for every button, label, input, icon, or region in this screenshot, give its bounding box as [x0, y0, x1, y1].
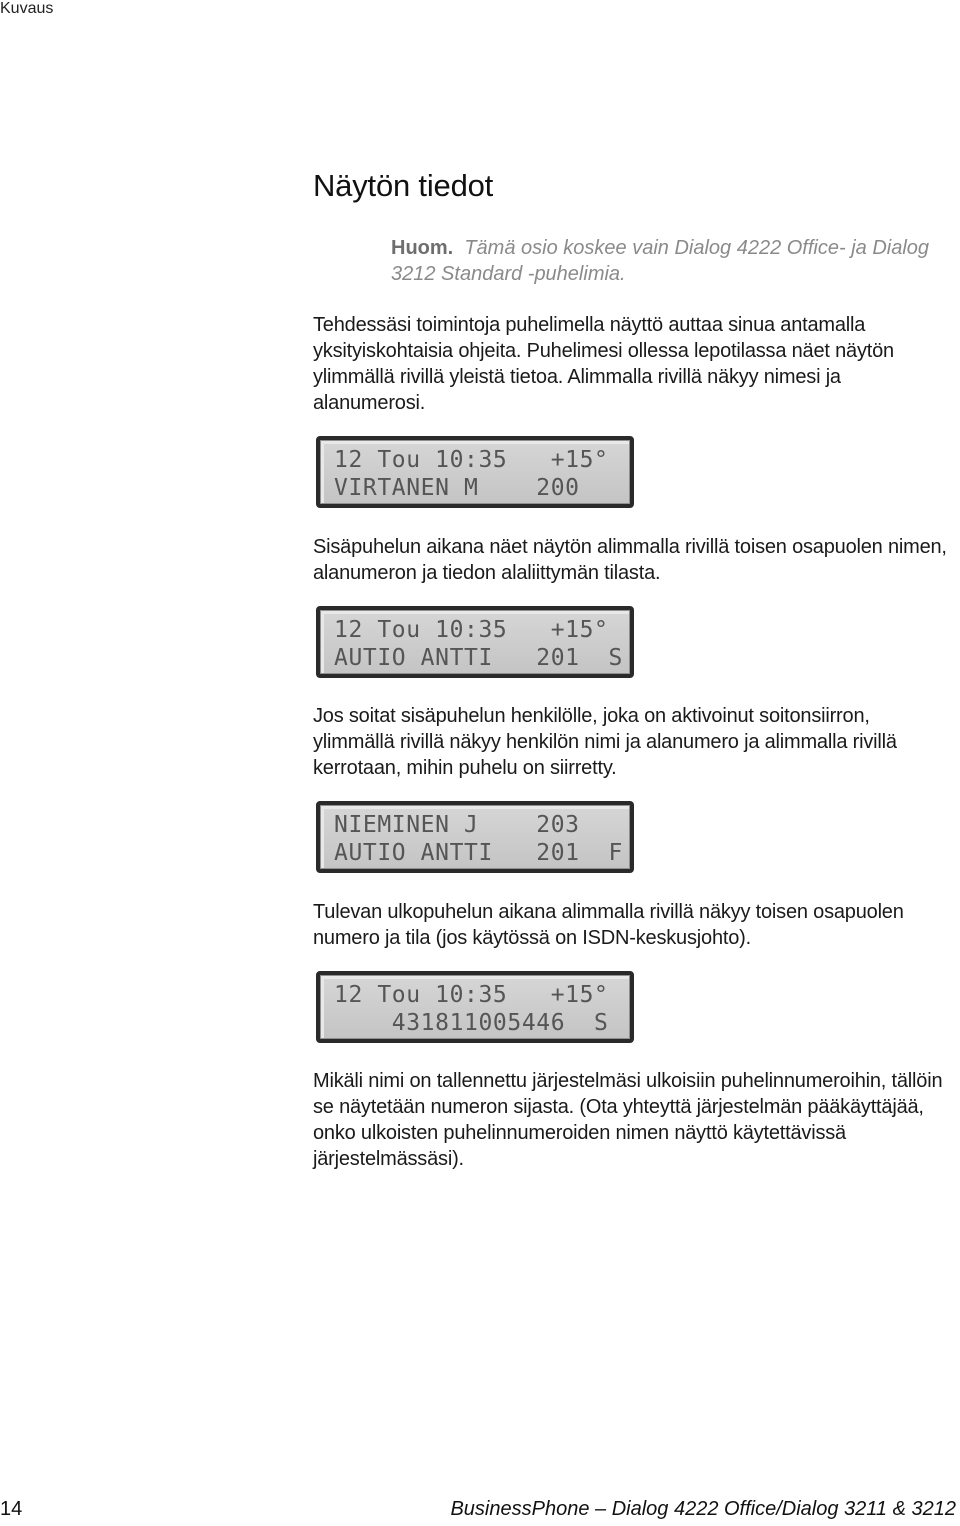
- lcd-line-top: 12 Tou 10:35 +15°: [334, 982, 609, 1008]
- note-label: Huom.: [391, 237, 454, 259]
- lcd-line-bottom: VIRTANEN M 200: [334, 475, 580, 501]
- note: [391, 235, 951, 287]
- lcd-line-top: 12 Tou 10:35 +15°: [334, 447, 609, 473]
- lcd-line-bottom: AUTIO ANTTI 201 S: [334, 645, 623, 671]
- lcd-line-top: NIEMINEN J 203: [334, 812, 580, 838]
- lcd-display-diversion: [316, 801, 634, 873]
- lcd-line-bottom: 431811005446 S: [334, 1010, 609, 1036]
- paragraph-internal-call: Sisäpuhelun aikana näet näytön alimmalla rivillä toisen osapuolen nimen, alanumeron ja tiedon alaliittymän tilasta.: [313, 536, 947, 584]
- page-number: 14: [0, 1498, 23, 1520]
- lcd-display-internal-call: [316, 606, 634, 678]
- paragraph-idle-display: Tehdessäsi toimintoja puhelimella näyttö auttaa sinua antamalla yksityiskohtaisia ohjeita. Puhelimesi ollessa lepotilassa näet näytön ylimmällä rivillä yleistä tietoa. Alimmalla rivillä näkyy nimesi ja alanumerosi.: [313, 314, 894, 414]
- paragraph-name-display: Mikäli nimi on tallennettu järjestelmäsi ulkoisiin puhelinnumeroihin, tällöin se näytetään numeron sijasta. (Ota yhteyttä järjestelmän pääkäyttäjää, onko ulkoisten puhelinnumeroiden nimen näyttö käytettävissä järjestelmässäsi).: [313, 1070, 943, 1170]
- lcd-display-idle: [316, 436, 634, 508]
- paragraph-external-call: Tulevan ulkopuhelun aikana alimmalla rivillä näkyy toisen osapuolen numero ja tila (jos käytössä on ISDN-keskusjohto).: [313, 901, 904, 949]
- lcd-display-external-call: [316, 971, 634, 1043]
- footer-title: BusinessPhone – Dialog 4222 Office/Dialog 3211 & 3212: [450, 1498, 956, 1520]
- page-title: Näytön tiedot: [313, 168, 494, 203]
- lcd-line-top: 12 Tou 10:35 +15°: [334, 617, 609, 643]
- lcd-line-bottom: AUTIO ANTTI 201 F: [334, 840, 623, 866]
- section-label: Kuvaus: [0, 0, 54, 17]
- note-text: Tämä osio koskee vain Dialog 4222 Office- ja Dialog 3212 Standard -puhelimia.: [391, 237, 930, 285]
- paragraph-call-diversion: Jos soitat sisäpuhelun henkilölle, joka on aktivoinut soitonsiirron, ylimmällä rivillä näkyy henkilön nimi ja alanumero ja alimmalla rivillä kerrotaan, mihin puhelu on siirretty.: [313, 705, 897, 779]
